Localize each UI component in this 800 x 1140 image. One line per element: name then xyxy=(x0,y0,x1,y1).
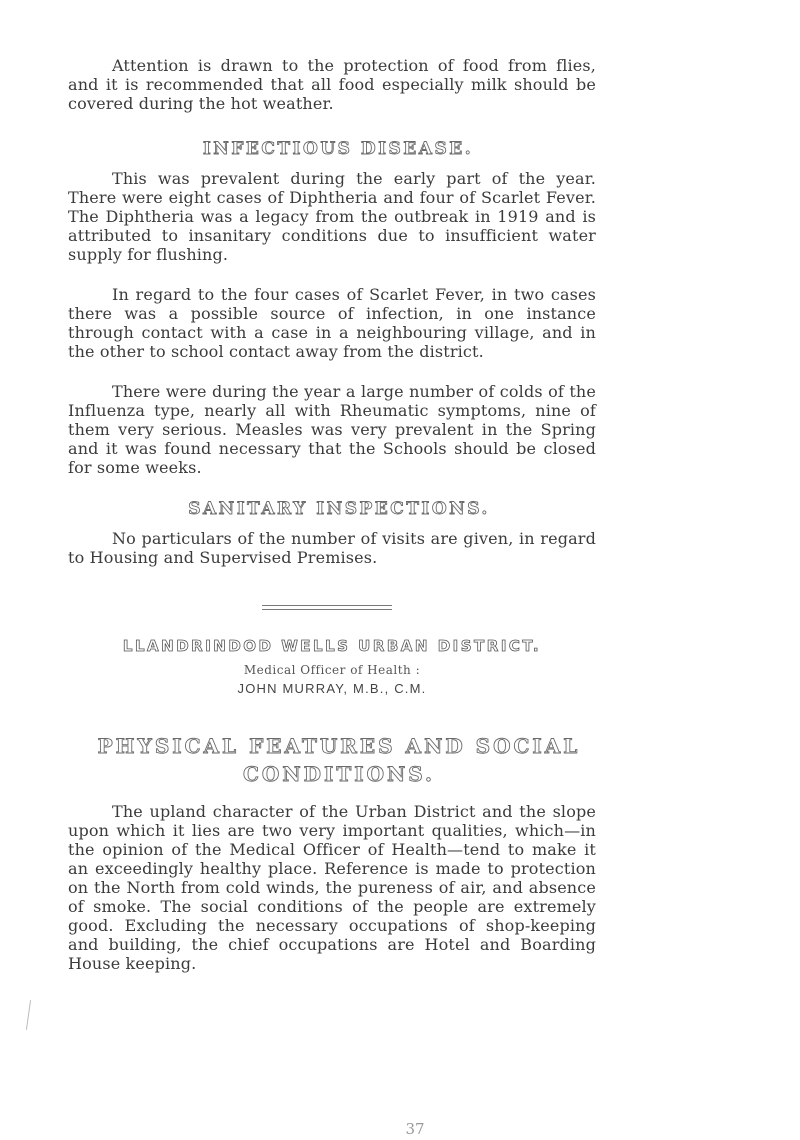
infectious-paragraph-3: There were during the year a large number of colds of the Influenza type, nearly all with Rheumatic symptoms, nine of them very serious. Measles was very prevalent in the Spring and it was found necessary that the Schools should be closed for some weeks. xyxy=(68,382,596,477)
food-protection-paragraph: Attention is drawn to the protection of food from flies, and it is recommended that all food especially milk should be covered during the hot weather. xyxy=(68,56,596,113)
page-number: 37 xyxy=(405,1120,425,1138)
section-divider xyxy=(68,605,596,615)
district-title: LLANDRINDOD WELLS URBAN DISTRICT. xyxy=(122,637,542,655)
divider-line-top xyxy=(262,605,392,606)
physical-features-heading xyxy=(68,732,596,788)
physical-features-paragraph: The upland character of the Urban District and the slope upon which it lies are two very important qualities, which—in the opinion of the Medical Officer of Health—tend to make it an exceedingly healthy place. Reference is made to protection on the North from cold winds, the pureness of air, and absence of smoke. The social conditions of the people are extremely good. Excluding the necessary occupations of shop-keeping and building, the chief occupations are Hotel and Boarding House keeping. xyxy=(68,802,596,973)
page-content xyxy=(68,56,596,973)
margin-pencil-mark xyxy=(26,1000,31,1030)
infectious-disease-heading: INFECTIOUS DISEASE. xyxy=(202,139,474,159)
infectious-paragraph-1: This was prevalent during the early part of the year. There were eight cases of Diphtheria and four of Scarlet Fever. The Diphtheria was a legacy from the outbreak in 1919 and is attributed to insanitary conditions due to insufficient water supply for flushing. xyxy=(68,169,596,264)
divider-line-bottom xyxy=(262,609,392,610)
sanitary-paragraph: No particulars of the number of visits are given, in regard to Housing and Supervised Premises. xyxy=(68,529,596,567)
medical-officer-label: Medical Officer of Health : xyxy=(243,663,421,677)
medical-officer-name: JOHN MURRAY, M.B., C.M. xyxy=(237,681,427,696)
sanitary-inspections-heading: SANITARY INSPECTIONS. xyxy=(188,499,490,519)
physical-heading-line-1: PHYSICAL FEATURES AND SOCIAL xyxy=(97,734,581,758)
infectious-paragraph-2: In regard to the four cases of Scarlet Fever, in two cases there was a possible source of infection, in one instance through contact with a case in a neighbouring village, and in the other to school contact away from the district. xyxy=(68,285,596,361)
physical-heading-line-2: CONDITIONS. xyxy=(243,762,435,786)
